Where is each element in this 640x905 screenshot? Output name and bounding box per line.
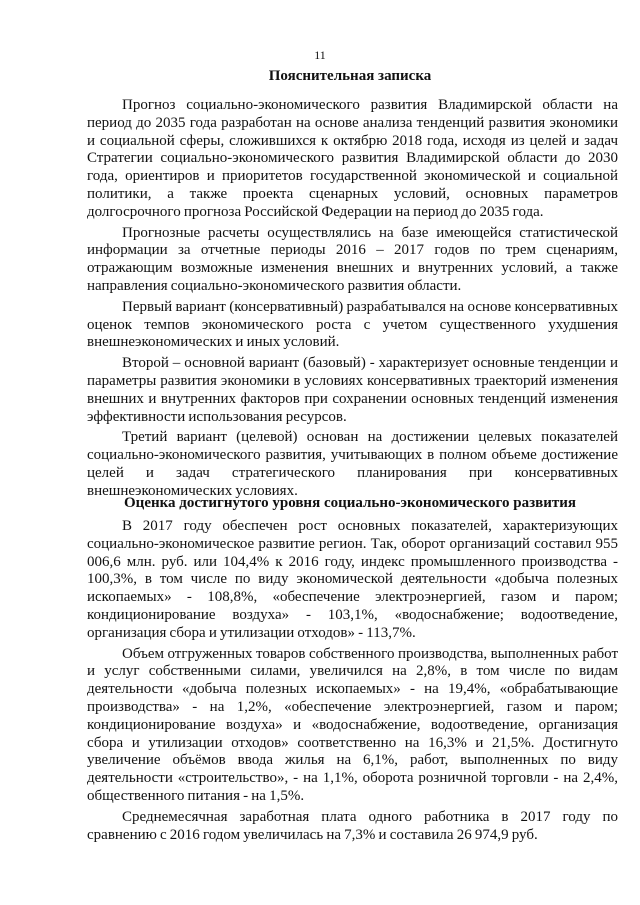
paragraph-conservative-variant: Первый вариант (консервативный) разрабатывался на основе консервативных оценок темпов экономического роста с учетом существенного ухудшения внешнеэкономических и иных условий. <box>87 298 618 351</box>
page-number: 11 <box>314 48 326 62</box>
section-text <box>87 518 618 844</box>
paragraph-shipped-goods: Объем отгруженных товаров собственного производства, выполненных работ и услуг собственными силами, увеличился на 2,8%, в том числе по видам деятельности «добыча полезных ископаемых» - на 19,4%, «обрабатывающие производства» - на 1,2%, «обеспечение электроэнергией, газом и паром; кондиционирование воздуха» и «водоснабжение, водоотведение, организация сбора и утилизации отходов» соответственно на 16,3% и 21,5%. Достигнуто увеличение объёмов ввода жилья на 6,1%, работ, выполненных по виду деятельности «строительство», - на 1,1%, оборота розничной торговли - на 2,4%, общественного питания - на 1,5%. <box>87 645 618 804</box>
paragraph-base-variant: Второй – основной вариант (базовый) - характеризует основные тенденции и параметры развития экономики в условиях консервативных траекторий изменения внешних и внутренних факторов при сохранении основных тенденций изменения эффективности использования ресурсов. <box>87 355 618 425</box>
section-title: Оценка достигнутого уровня социально-экономического развития <box>124 495 576 511</box>
paragraph-forecast-basis: Прогноз социально-экономического развития Владимирской области на период до 2035 года разработан на основе анализа тенденций развития экономики и социальной сферы, сложившихся к октябрю 2018 года, исходя из целей и задач Стратегии социально-экономического развития Владимирской области до 2030 года, ориентиров и приоритетов государственной экономической и социальной политики, а также проекта сценарных условий, основных параметров долгосрочного прогноза Российской Федерации на период до 2035 года. <box>87 97 618 220</box>
paragraph-scenarios: Прогнозные расчеты осуществлялись на базе имеющейся статистической информации за отчетные периоды 2016 – 2017 годов по трем сценариям, отражающим возможные изменения внешних и внутренних условий, а также направления социально-экономического развития области. <box>87 224 618 294</box>
paragraph-average-salary: Среднемесячная заработная плата одного работника в 2017 году по сравнению с 2016 годом увеличилась на 7,3% и составила 26 974,9 руб. <box>87 808 618 843</box>
paragraph-target-variant: Третий вариант (целевой) основан на достижении целевых показателей социально-экономического развития, учитывающих в полном объеме достижение целей и задач стратегического планирования при консервативных внешнеэкономических условиях. <box>87 429 618 499</box>
intro-text <box>87 97 618 501</box>
paragraph-2017-growth: В 2017 году обеспечен рост основных показателей, характеризующих социально-экономическое развитие регион. Так, оборот организаций составил 955 006,6 млн. руб. или 104,4% к 2016 году, индекс промышленного производства - 100,3%, в том числе по виду экономической деятельности «добыча полезных ископаемых» - 108,8%, «обеспечение электроэнергией, газом и паром; кондиционирование воздуха» - 103,1%, «водоснабжение; водоотведение, организация сбора и утилизации отходов» - 113,7%. <box>87 518 618 641</box>
document-title: Пояснительная записка <box>268 68 432 84</box>
